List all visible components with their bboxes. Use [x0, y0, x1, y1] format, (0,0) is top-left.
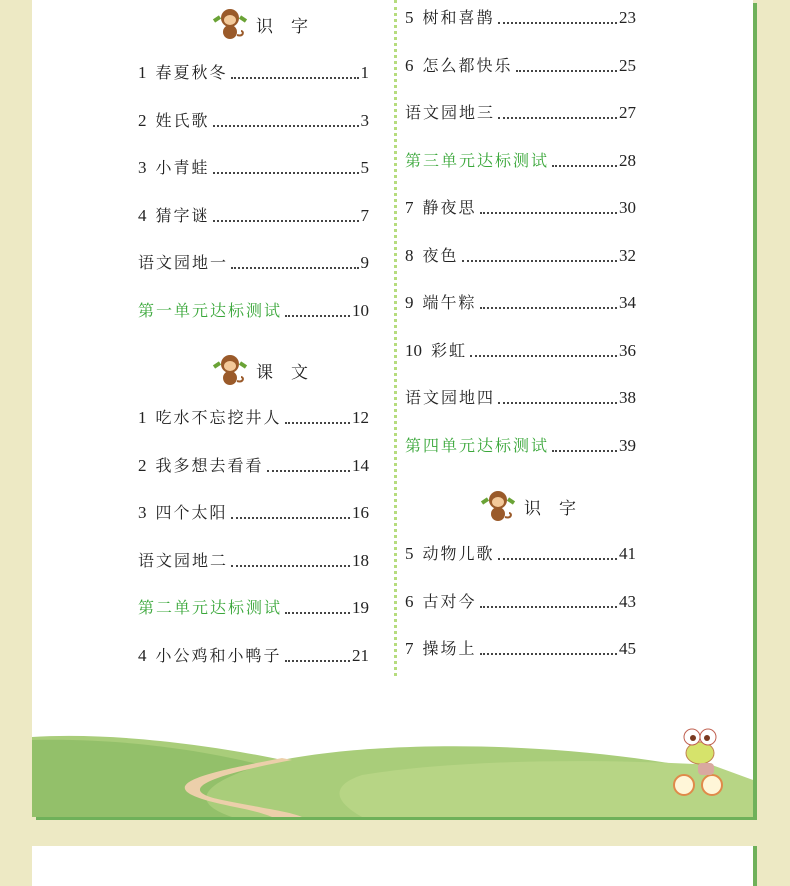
next-page	[32, 846, 753, 886]
dot-leader	[552, 450, 617, 452]
toc-entry[interactable]	[138, 597, 369, 619]
entry-title: 语文园地一	[138, 253, 229, 272]
dot-leader	[231, 267, 358, 269]
toc-entry[interactable]	[405, 543, 636, 565]
toc-entry[interactable]	[405, 292, 636, 314]
page-number: 28	[619, 150, 636, 170]
section-heading-shizi-1	[210, 7, 326, 41]
section-heading-shizi-2	[478, 489, 594, 523]
toc-entry[interactable]	[405, 387, 636, 409]
entry-title: 猜字谜	[155, 205, 210, 225]
section-heading-kewen	[210, 353, 326, 387]
entry-title: 静夜思	[422, 198, 477, 217]
toc-entry[interactable]	[138, 252, 369, 274]
lesson-number: 3	[138, 158, 147, 177]
entry-title: 彩虹	[431, 340, 468, 360]
dot-leader	[213, 125, 359, 127]
page-number: 5	[360, 158, 369, 177]
entry-title: 姓氏歌	[155, 110, 210, 130]
lesson-number: 5	[405, 8, 414, 27]
toc-entry[interactable]	[138, 645, 369, 667]
entry-title: 古对今	[422, 591, 477, 611]
dot-leader	[552, 165, 617, 167]
page-number: 9	[360, 253, 369, 272]
dot-leader	[285, 660, 350, 662]
lesson-number: 2	[138, 110, 147, 130]
dot-leader	[498, 402, 617, 404]
entry-title: 语文园地四	[405, 388, 496, 407]
section-heading-label: 课文	[256, 362, 326, 383]
dot-leader	[231, 517, 350, 519]
monkey-icon	[478, 489, 518, 523]
lesson-number: 4	[138, 645, 147, 665]
entry-title: 小青蛙	[155, 158, 210, 177]
lesson-number: 1	[138, 408, 147, 427]
lesson-number: 4	[138, 205, 147, 225]
entry-title: 树和喜鹊	[422, 8, 495, 27]
hills-illustration	[32, 720, 753, 817]
entry-title: 第三单元达标测试	[405, 150, 550, 170]
entry-title: 端午粽	[422, 293, 477, 312]
page-number: 18	[352, 550, 369, 570]
page-number: 25	[619, 55, 636, 75]
toc-entry[interactable]	[138, 110, 369, 132]
entry-title: 语文园地二	[138, 550, 229, 570]
entry-title: 语文园地三	[405, 103, 496, 122]
toc-entry[interactable]	[405, 591, 636, 613]
toc-entry[interactable]	[405, 340, 636, 362]
entry-title: 操场上	[422, 639, 477, 658]
section-heading-label: 识字	[524, 498, 594, 519]
dot-leader	[462, 260, 617, 262]
toc-entry[interactable]	[138, 205, 369, 227]
dot-leader	[480, 307, 617, 309]
dot-leader	[480, 653, 617, 655]
lesson-number: 3	[138, 503, 147, 522]
toc-entry[interactable]	[138, 157, 369, 179]
entry-title: 夜色	[422, 245, 459, 265]
page-number: 38	[619, 388, 636, 407]
toc-entry[interactable]	[405, 435, 636, 457]
page-number: 3	[360, 110, 369, 130]
entry-title: 第四单元达标测试	[405, 435, 550, 455]
page-number: 23	[619, 8, 636, 27]
dot-leader	[231, 565, 350, 567]
dot-leader	[285, 612, 350, 614]
entry-title: 我多想去看看	[155, 455, 264, 475]
toc-entry[interactable]	[405, 197, 636, 219]
lesson-number: 5	[405, 544, 414, 563]
lesson-number: 6	[405, 55, 414, 75]
dot-leader	[213, 220, 359, 222]
monkey-icon	[210, 353, 250, 387]
toc-entry[interactable]	[405, 7, 636, 29]
toc-entry[interactable]	[405, 150, 636, 172]
toc-entry[interactable]	[405, 55, 636, 77]
section-heading-label: 识字	[256, 16, 326, 37]
dot-leader	[267, 470, 350, 472]
page-number: 21	[352, 645, 369, 665]
page-number: 41	[619, 544, 636, 563]
monkey-icon	[210, 7, 250, 41]
toc-entry[interactable]	[138, 407, 369, 429]
lesson-number: 2	[138, 455, 147, 475]
page-number: 32	[619, 245, 636, 265]
dot-leader	[231, 77, 359, 79]
dot-leader	[470, 355, 617, 357]
page-number: 27	[619, 103, 636, 122]
toc-entry[interactable]	[405, 638, 636, 660]
dot-leader	[498, 117, 617, 119]
page-number: 10	[352, 300, 369, 320]
toc-entry[interactable]	[405, 245, 636, 267]
toc-entry[interactable]	[405, 102, 636, 124]
lesson-number: 8	[405, 245, 414, 265]
entry-title: 吃水不忘挖井人	[155, 408, 282, 427]
entry-title: 小公鸡和小鸭子	[155, 645, 282, 665]
page-number: 16	[352, 503, 369, 522]
lesson-number: 1	[138, 63, 147, 82]
entry-title: 四个太阳	[155, 503, 228, 522]
entry-title: 动物儿歌	[422, 544, 495, 563]
page-number: 45	[619, 639, 636, 658]
page-number: 39	[619, 435, 636, 455]
lesson-number: 7	[405, 639, 414, 658]
page-number: 19	[352, 598, 369, 617]
page-number: 36	[619, 340, 636, 360]
page-number: 14	[352, 455, 369, 475]
entry-title: 怎么都快乐	[422, 55, 513, 75]
page-number: 12	[352, 408, 369, 427]
dot-leader	[480, 212, 617, 214]
toc-entry[interactable]	[138, 502, 369, 524]
toc-entry[interactable]	[138, 455, 369, 477]
page-number: 30	[619, 198, 636, 217]
toc-entry[interactable]	[138, 300, 369, 322]
page-number: 43	[619, 591, 636, 611]
dot-leader	[498, 22, 617, 24]
lesson-number: 7	[405, 198, 414, 217]
column-divider	[394, 0, 397, 676]
entry-title: 第一单元达标测试	[138, 300, 283, 320]
dot-leader	[516, 70, 617, 72]
dot-leader	[480, 606, 617, 608]
dot-leader	[498, 558, 617, 560]
dot-leader	[285, 422, 350, 424]
dot-leader	[285, 315, 350, 317]
entry-title: 第二单元达标测试	[138, 598, 283, 617]
page-number: 7	[360, 205, 369, 225]
page-number: 1	[360, 63, 369, 82]
dot-leader	[213, 172, 359, 174]
lesson-number: 9	[405, 293, 414, 312]
lesson-number: 6	[405, 591, 414, 611]
toc-entry[interactable]	[138, 550, 369, 572]
page-number: 34	[619, 293, 636, 312]
entry-title: 春夏秋冬	[155, 63, 228, 82]
toc-entry[interactable]	[138, 62, 369, 84]
lesson-number: 10	[405, 340, 422, 360]
